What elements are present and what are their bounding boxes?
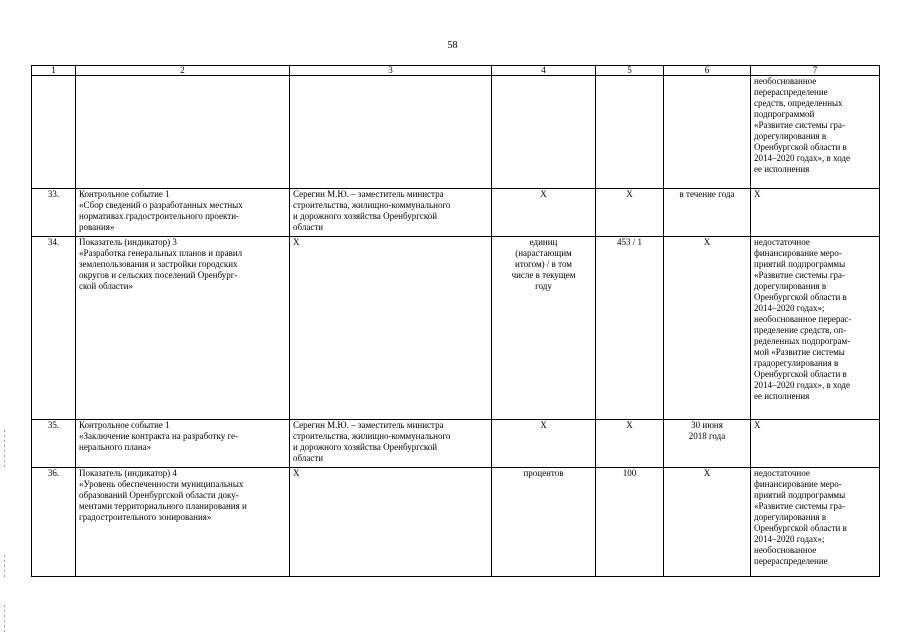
row-number: 36. — [32, 468, 76, 577]
risks: необоснованное перераспределение средств, определенных подпрограммой «Развитие системы гра- дорегулирования в Оренбургской области в 2014–2020 годах», в ходе ее исполнения — [751, 76, 880, 189]
table-row — [32, 237, 880, 420]
row-number: 35. — [32, 420, 76, 468]
deadline: в течение года — [664, 189, 751, 237]
scan-edge-mark — [4, 430, 5, 470]
target-value: 100 — [596, 468, 664, 577]
deadline: 30 июня 2018 года — [664, 420, 751, 468]
responsible-person: Х — [290, 468, 492, 577]
target-value — [596, 76, 664, 189]
target-value: Х — [596, 189, 664, 237]
event-name — [76, 76, 290, 189]
page-number: 58 — [447, 40, 458, 51]
row-number: 34. — [32, 237, 76, 420]
unit-of-measure — [492, 76, 596, 189]
risks: недостаточное финансирование меро- приятий подпрограммы «Развитие системы гра- дорегулирования в Оренбургской области в 2014–2020 годах»; необоснованное перераспределение — [751, 468, 880, 577]
table-row — [32, 189, 880, 237]
responsible-person: Серегин М.Ю. – заместитель министра строительства, жилищно-коммунального и дорожного хозяйства Оренбургской области — [290, 189, 492, 237]
scan-edge-mark — [4, 555, 5, 580]
unit-of-measure: Х — [492, 189, 596, 237]
risks: недостаточное финансирование меро- приятий подпрограммы «Развитие системы гра- дорегулирования в Оренбургской области в 2014–2020 годах»; необоснованное перерас- пределение средств, оп- ределенных подпрограм- мой «Развитие системы градорегулирования в Оренбургской области в 2014–2020 годах», в ходе ее исполнения — [751, 237, 880, 420]
event-name: Контрольное событие 1 «Сбор сведений о разработанных местных нормативах градостроительного проекти- рования» — [76, 189, 290, 237]
column-number: 7 — [751, 66, 880, 76]
column-number: 3 — [290, 66, 492, 76]
risks: Х — [751, 420, 880, 468]
column-number-row — [32, 66, 880, 76]
table-row — [32, 420, 880, 468]
unit-of-measure: процентов — [492, 468, 596, 577]
row-number: 33. — [32, 189, 76, 237]
unit-of-measure: единиц (нарастающим итогом) / в том числе в текущем году — [492, 237, 596, 420]
table-row — [32, 76, 880, 189]
event-name: Контрольное событие 1 «Заключение контракта на разработку ге- нерального плана» — [76, 420, 290, 468]
deadline — [664, 76, 751, 189]
target-value: 453 / 1 — [596, 237, 664, 420]
program-table — [31, 65, 880, 577]
deadline: Х — [664, 237, 751, 420]
scan-edge-mark — [4, 605, 5, 635]
table-row — [32, 468, 880, 577]
unit-of-measure: Х — [492, 420, 596, 468]
column-number: 6 — [664, 66, 751, 76]
responsible-person — [290, 76, 492, 189]
target-value: Х — [596, 420, 664, 468]
deadline: Х — [664, 468, 751, 577]
column-number: 5 — [596, 66, 664, 76]
responsible-person: Серегин М.Ю. – заместитель министра строительства, жилищно-коммунального и дорожного хозяйства Оренбургской области — [290, 420, 492, 468]
column-number: 4 — [492, 66, 596, 76]
row-number — [32, 76, 76, 189]
column-number: 2 — [76, 66, 290, 76]
event-name: Показатель (индикатор) 4 «Уровень обеспеченности муниципальных образований Оренбургской области доку- ментами территориального планирования и градостроительного зонирования» — [76, 468, 290, 577]
event-name: Показатель (индикатор) 3 «Разработка генеральных планов и правил землепользования и застройки городских округов и сельских поселений Оренбург- ской области» — [76, 237, 290, 420]
column-number: 1 — [32, 66, 76, 76]
risks: Х — [751, 189, 880, 237]
responsible-person: Х — [290, 237, 492, 420]
